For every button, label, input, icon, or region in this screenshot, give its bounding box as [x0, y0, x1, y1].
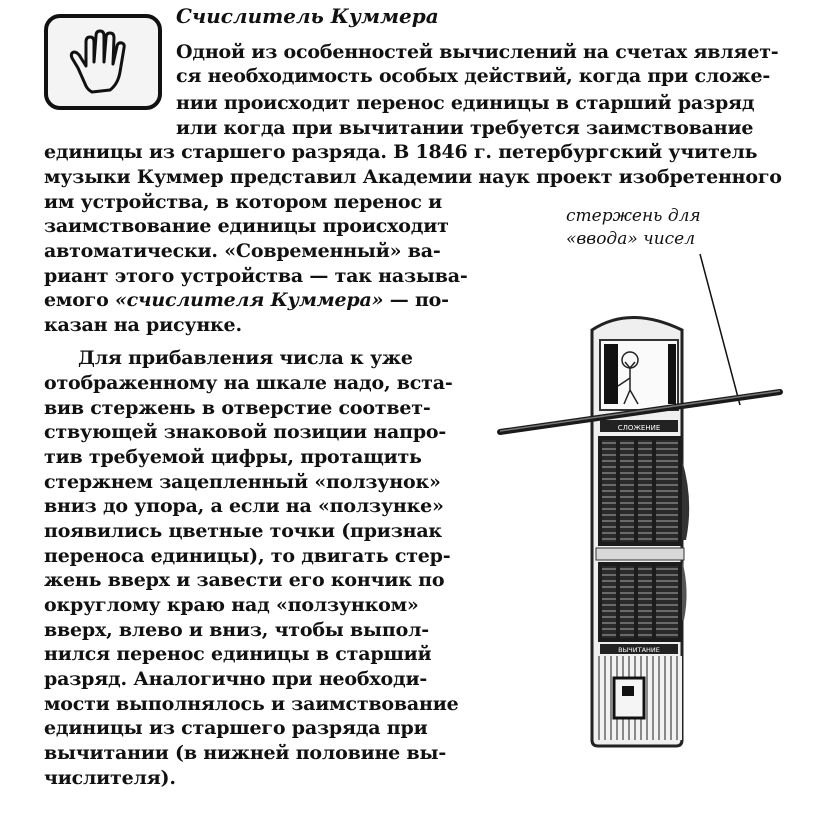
- text-line: округлому краю над «ползунком»: [44, 594, 419, 616]
- text-line: Одной из особенностей вычислений на счетах являет-: [176, 41, 779, 63]
- kummer-calculator-illustration: [490, 300, 810, 760]
- text-line: переноса единицы), то двигать стер-: [44, 545, 451, 567]
- title: Счислитель Куммера: [176, 4, 439, 28]
- text-line: музыки Куммер представил Академии наук проект изобретенного: [44, 166, 782, 188]
- text-line: тив требуемой цифры, протащить: [44, 446, 422, 468]
- text-line: заимствование единицы происходит: [44, 215, 449, 237]
- text-line: вычитании (в нижней половине вы-: [44, 742, 447, 764]
- text-line: нился перенос единицы в старший: [44, 643, 432, 665]
- text-line: Для прибавления числа к уже: [78, 347, 413, 369]
- device-label-bottom: ВЫЧИТАНИЕ: [618, 646, 660, 654]
- italic-term: «счислителя Куммера»: [115, 289, 384, 311]
- text-line: им устройства, в котором перенос и: [44, 191, 443, 213]
- text-line: вниз до упора, а если на «ползунке»: [44, 495, 444, 517]
- device-label-top: СЛОЖЕНИЕ: [617, 424, 661, 432]
- text-line: риант этого устройства — так называ-: [44, 265, 468, 287]
- text-line: появились цветные точки (признак: [44, 520, 442, 542]
- text-line: казан на рисунке.: [44, 314, 242, 336]
- text-line: ствующей знаковой позиции напро-: [44, 421, 447, 443]
- text-line: единицы из старшего разряда при: [44, 717, 428, 739]
- caption-line-1: стержень для: [566, 206, 701, 226]
- text-line: вверх, влево и вниз, чтобы выпол-: [44, 619, 429, 641]
- text-line: ся необходимость особых действий, когда при сложе-: [176, 65, 771, 87]
- text-line: разряд. Аналогично при необходи-: [44, 668, 428, 690]
- text-line: числителя).: [44, 767, 176, 789]
- text-line: мости выполнялось и заимствование: [44, 693, 459, 715]
- caption-line-2: «ввода» чисел: [566, 229, 696, 249]
- text-line: нии происходит перенос единицы в старший разряд: [176, 92, 755, 114]
- text-line: вив стержень в отверстие соответ-: [44, 397, 431, 419]
- text-line: или когда при вычитании требуется заимствование: [176, 117, 754, 139]
- text-line: стержнем зацепленный «ползунок»: [44, 471, 441, 493]
- text-line: емого «счислителя Куммера» — по-: [44, 289, 449, 311]
- text-line: единицы из старшего разряда. В 1846 г. петербургский учитель: [44, 141, 758, 163]
- text-line: жень вверх и завести его кончик по: [44, 569, 445, 591]
- text-line: автоматически. «Современный» ва-: [44, 240, 441, 262]
- text-line: отображенному на шкале надо, вста-: [44, 372, 453, 394]
